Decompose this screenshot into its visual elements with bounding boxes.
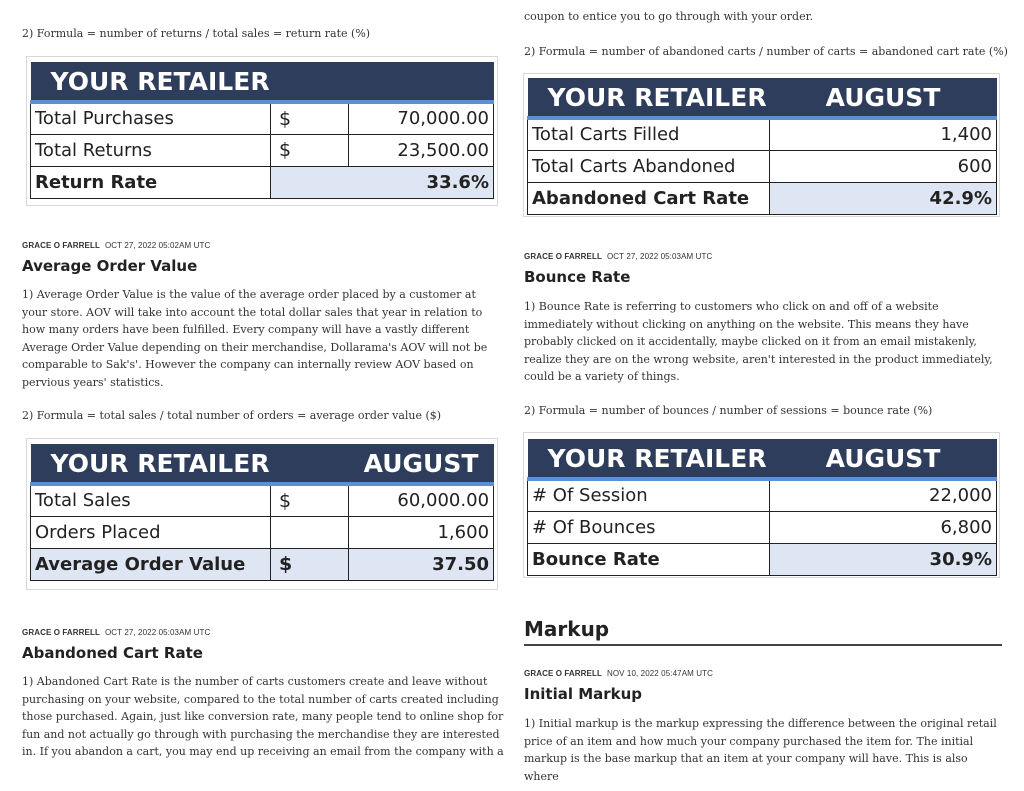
post-body: 1) Average Order Value is the value of the average order placed by a customer at your store. AOV will take into account the total dollar sales that year in relation to how many orders have been fulfilled. Every company will have a vastly different Average Order Value depending on their merchandise, Dollarama's AOV will not be comparable to Sak's'. However the company can internally review AOV based on pervious years' statistics. (22, 288, 488, 389)
table-row (31, 548, 494, 580)
row-label: Return Rate (31, 166, 271, 198)
author-name[interactable]: GRACE O FARRELL (524, 669, 602, 678)
row-value: 37.50 (349, 548, 494, 580)
aov-table-header: YOUR RETAILER (31, 444, 349, 484)
table-row (528, 150, 997, 182)
post-byline (22, 241, 210, 250)
table-row (31, 166, 494, 198)
cart-table-header: YOUR RETAILER (528, 78, 770, 118)
bounce-rate-table (527, 439, 997, 576)
post-date: OCT 27, 2022 05:02AM UTC (104, 241, 211, 250)
row-label: # Of Bounces (528, 511, 770, 543)
row-label: Total Carts Filled (528, 118, 770, 150)
row-value: 33.6% (271, 166, 494, 198)
return-rate-formula: 2) Formula = number of returns / total sales = return rate (%) (22, 27, 371, 40)
row-value: 22,000 (770, 479, 997, 511)
table-row (31, 102, 494, 134)
post-title: Average Order Value (22, 257, 198, 275)
post-title: Initial Markup (524, 685, 643, 703)
row-value: 1,600 (349, 516, 494, 548)
row-value: 23,500.00 (349, 134, 494, 166)
post-date: NOV 10, 2022 05:47AM UTC (606, 669, 713, 678)
row-value: 70,000.00 (349, 102, 494, 134)
post-body: 1) Abandoned Cart Rate is the number of carts customers create and leave without purchasing on your website, compared to the total number of carts created including those purchased. Again, just like conversion rate, many people tend to online shop for fun and not actually go through with purchasing the merchandise they are interested in. If you abandon a cart, you may end up receiving an email from the company with a (22, 675, 504, 758)
row-value: 6,800 (770, 511, 997, 543)
row-value: 600 (770, 150, 997, 182)
author-name[interactable]: GRACE O FARRELL (524, 252, 602, 261)
row-label: # Of Session (528, 479, 770, 511)
row-label: Orders Placed (31, 516, 271, 548)
post-date: OCT 27, 2022 05:03AM UTC (606, 252, 713, 261)
post-title: Bounce Rate (524, 268, 631, 286)
post-body: 1) Initial markup is the markup expressing the difference between the original retail price of an item and how much your company purchased the item for. The initial markup is the base markup that an item at your company will have. This is also where (524, 717, 997, 783)
table-row (528, 543, 997, 575)
bounce-table-month: AUGUST (770, 439, 997, 479)
table-row (31, 134, 494, 166)
post-byline (524, 252, 712, 261)
currency-symbol: $ (271, 134, 349, 166)
return-rate-table (30, 62, 494, 199)
currency-symbol: $ (271, 484, 349, 516)
row-value: 1,400 (770, 118, 997, 150)
row-value: 42.9% (770, 182, 997, 214)
cart-table-month: AUGUST (770, 78, 997, 118)
post-byline (22, 628, 210, 637)
aov-formula: 2) Formula = total sales / total number of orders = average order value ($) (22, 409, 442, 422)
row-value: 30.9% (770, 543, 997, 575)
table-row (528, 479, 997, 511)
row-label: Average Order Value (31, 548, 271, 580)
author-name[interactable]: GRACE O FARRELL (22, 241, 100, 250)
section-divider (524, 644, 1002, 646)
table-row (528, 511, 997, 543)
currency-symbol: $ (271, 102, 349, 134)
section-title: Markup (524, 617, 610, 641)
table-row (31, 516, 494, 548)
abandoned-cart-table (527, 78, 997, 215)
cart-formula: 2) Formula = number of abandoned carts / number of carts = abandoned cart rate (%) (524, 45, 1008, 58)
post-byline (524, 669, 713, 678)
cart-body-continuation: coupon to entice you to go through with your order. (524, 10, 814, 23)
row-label: Total Returns (31, 134, 271, 166)
row-value: 60,000.00 (349, 484, 494, 516)
row-label: Total Purchases (31, 102, 271, 134)
table-row (528, 182, 997, 214)
bounce-table-header: YOUR RETAILER (528, 439, 770, 479)
return-table-header: YOUR RETAILER (31, 62, 494, 102)
aov-table-month: AUGUST (349, 444, 494, 484)
bounce-formula: 2) Formula = number of bounces / number of sessions = bounce rate (%) (524, 404, 933, 417)
post-date: OCT 27, 2022 05:03AM UTC (104, 628, 211, 637)
row-label: Total Sales (31, 484, 271, 516)
post-title: Abandoned Cart Rate (22, 644, 203, 662)
row-label: Abandoned Cart Rate (528, 182, 770, 214)
table-row (528, 118, 997, 150)
currency-symbol (271, 516, 349, 548)
aov-table (30, 444, 494, 581)
row-label: Bounce Rate (528, 543, 770, 575)
currency-symbol: $ (271, 548, 349, 580)
post-body: 1) Bounce Rate is referring to customers who click on and off of a website immediately without clicking on anything on the website. This means they have probably clicked on it accidentally, maybe clicked on it from an email mistakenly, realize they are on the wrong website, aren't interested in the product immediately, could be a variety of things. (524, 300, 993, 383)
table-row (31, 484, 494, 516)
author-name[interactable]: GRACE O FARRELL (22, 628, 100, 637)
row-label: Total Carts Abandoned (528, 150, 770, 182)
